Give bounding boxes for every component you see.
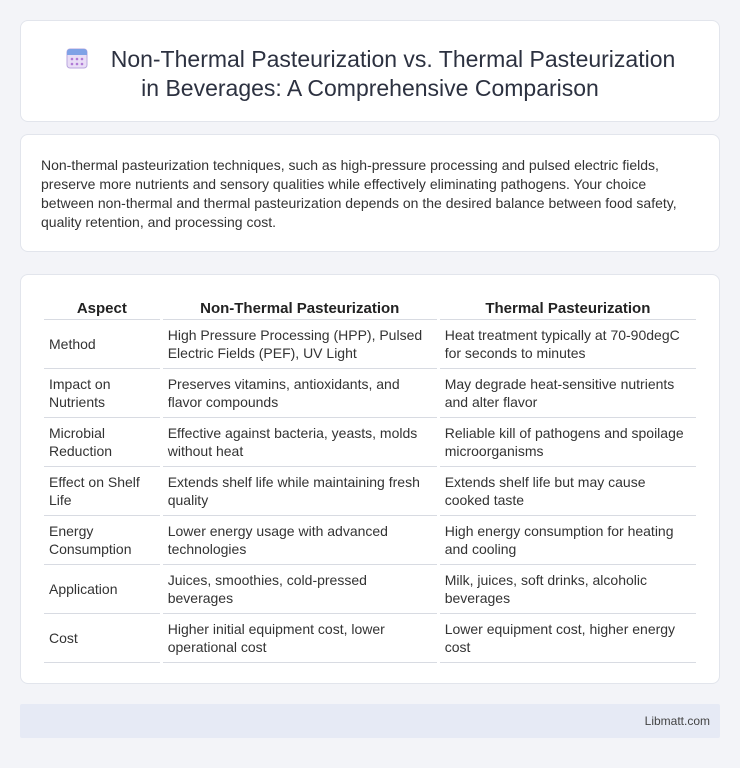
comparison-card bbox=[20, 274, 720, 684]
title-line-2: in Beverages: A Comprehensive Comparison bbox=[141, 75, 599, 101]
header-aspect: Aspect bbox=[44, 293, 160, 320]
table-row bbox=[44, 467, 696, 516]
header-thermal: Thermal Pasteurization bbox=[440, 293, 696, 320]
cell-non-thermal: Lower energy usage with advanced technologies bbox=[163, 516, 437, 565]
cell-non-thermal: Juices, smoothies, cold-pressed beverages bbox=[163, 565, 437, 614]
table-header-row bbox=[44, 293, 696, 320]
comparison-table bbox=[41, 293, 699, 663]
cell-non-thermal: Higher initial equipment cost, lower operational cost bbox=[163, 614, 437, 663]
cell-aspect: Impact on Nutrients bbox=[44, 369, 160, 418]
cell-thermal: May degrade heat-sensitive nutrients and alter flavor bbox=[440, 369, 696, 418]
table-row bbox=[44, 614, 696, 663]
table-row bbox=[44, 565, 696, 614]
cell-aspect: Energy Consumption bbox=[44, 516, 160, 565]
table-row bbox=[44, 369, 696, 418]
cell-thermal: Lower equipment cost, higher energy cost bbox=[440, 614, 696, 663]
cell-aspect: Effect on Shelf Life bbox=[44, 467, 160, 516]
title-line-1: Non-Thermal Pasteurization vs. Thermal Pasteurization bbox=[110, 46, 676, 72]
page-title bbox=[21, 45, 719, 103]
calendar-icon bbox=[65, 46, 89, 70]
intro-paragraph: Non-thermal pasteurization techniques, such as high-pressure processing and pulsed electric fields, preserve more nutrients and sensory qualities while effectively eliminating pathogens. Your choice between non-thermal and thermal pasteurization depends on the desired balance between food safety, quality retention, and processing cost. bbox=[41, 157, 677, 230]
header-non-thermal: Non-Thermal Pasteurization bbox=[163, 293, 437, 320]
cell-non-thermal: Extends shelf life while maintaining fresh quality bbox=[163, 467, 437, 516]
footer bbox=[20, 704, 720, 738]
cell-thermal: High energy consumption for heating and cooling bbox=[440, 516, 696, 565]
cell-aspect: Cost bbox=[44, 614, 160, 663]
table-row bbox=[44, 516, 696, 565]
intro-card bbox=[20, 134, 720, 252]
cell-non-thermal: Preserves vitamins, antioxidants, and flavor compounds bbox=[163, 369, 437, 418]
cell-non-thermal: High Pressure Processing (HPP), Pulsed Electric Fields (PEF), UV Light bbox=[163, 320, 437, 369]
title-card bbox=[20, 20, 720, 122]
table-row bbox=[44, 320, 696, 369]
cell-thermal: Heat treatment typically at 70-90degC for seconds to minutes bbox=[440, 320, 696, 369]
cell-aspect: Method bbox=[44, 320, 160, 369]
cell-thermal: Reliable kill of pathogens and spoilage microorganisms bbox=[440, 418, 696, 467]
cell-thermal: Extends shelf life but may cause cooked taste bbox=[440, 467, 696, 516]
cell-aspect: Application bbox=[44, 565, 160, 614]
cell-aspect: Microbial Reduction bbox=[44, 418, 160, 467]
table-row bbox=[44, 418, 696, 467]
cell-non-thermal: Effective against bacteria, yeasts, molds without heat bbox=[163, 418, 437, 467]
footer-brand-link[interactable]: Libmatt.com bbox=[644, 714, 710, 728]
cell-thermal: Milk, juices, soft drinks, alcoholic beverages bbox=[440, 565, 696, 614]
